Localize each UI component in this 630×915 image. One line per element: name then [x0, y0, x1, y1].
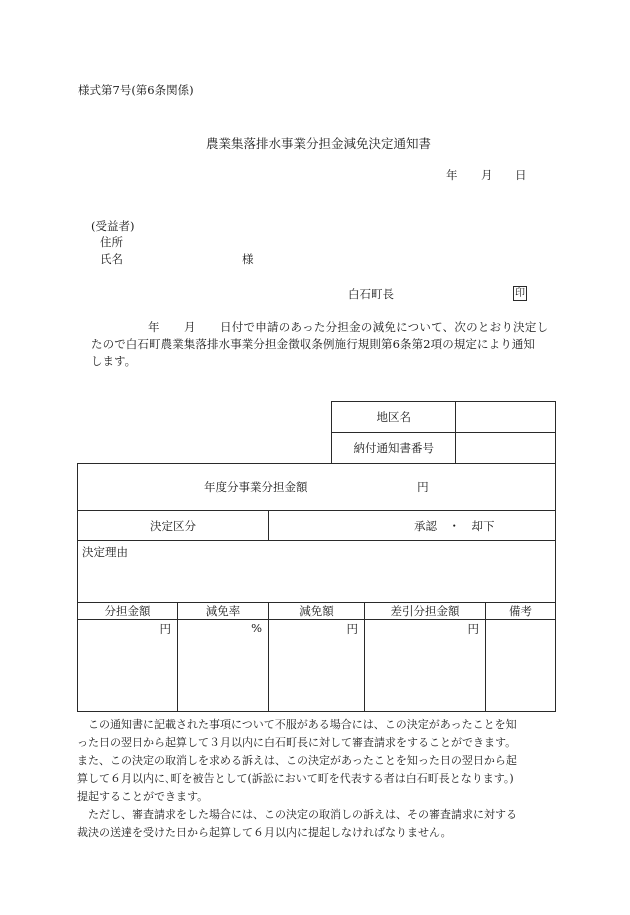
appeal-line-6: ただし、審査請求をした場合には、この決定の取消しの訴えは、その審査請求に対する	[88, 808, 517, 821]
beneficiary-label: (受益者)	[91, 219, 135, 233]
district-table	[331, 401, 556, 464]
notice-year-label: 年	[148, 320, 160, 334]
appeal-line-7: 裁決の送達を受けた日から起算して６月以内に提起しなければなりません。	[77, 826, 452, 839]
date-day-label: 日	[515, 168, 527, 182]
issuer-name: 白石町長	[348, 287, 394, 301]
reduction-rate-cell	[178, 620, 269, 712]
notice-number-label: 納付通知書番号	[332, 433, 456, 464]
decision-reason-label: 決定理由	[82, 545, 128, 559]
decision-reason-cell	[78, 541, 556, 603]
net-amount-unit: 円	[467, 622, 479, 636]
share-amount-unit: 円	[159, 622, 171, 636]
decision-options-cell	[269, 511, 556, 541]
share-amount-cell	[78, 620, 178, 712]
form-number-label: 様式第7号(第6条関係)	[78, 83, 194, 97]
decision-table	[77, 463, 556, 712]
decision-type-label	[78, 511, 269, 541]
seal-mark	[513, 285, 527, 301]
appeal-line-5: 提起することができます。	[77, 790, 209, 803]
notice-line-1: 日付で申請のあった分担金の減免について、次のとおり決定し	[220, 320, 549, 334]
col-header-net-amount: 差引分担金額	[365, 603, 486, 620]
decision-options: 承認 ・ 却下	[414, 518, 495, 533]
appeal-line-4: 算して６月以内に､町を被告として(訴訟において町を代表する者は白石町長となります。)	[77, 772, 514, 785]
net-amount-cell	[365, 620, 486, 712]
col-header-share-amount: 分担金額	[78, 603, 178, 620]
district-value	[456, 402, 556, 433]
fiscal-amount-yen: 円	[417, 480, 429, 494]
honorific-label: 様	[242, 252, 254, 266]
notice-line-3: します。	[91, 354, 137, 368]
col-header-reduction-rate: 減免率	[178, 603, 269, 620]
date-month-label: 月	[481, 168, 493, 182]
seal-label: 印	[515, 288, 525, 299]
reduction-rate-unit: %	[251, 621, 262, 635]
col-header-reduction-amount: 減免額	[269, 603, 365, 620]
notice-month-label: 月	[184, 320, 196, 334]
date-year-label: 年	[446, 168, 458, 182]
notice-line-2: たので白石町農業集落排水事業分担金徴収条例施行規則第6条第2項の規定により通知	[91, 337, 536, 351]
remarks-cell	[486, 620, 556, 712]
appeal-line-1: この通知書に記載された事項について不服がある場合には、この決定があったことを知	[88, 718, 517, 731]
reduction-amount-cell	[269, 620, 365, 712]
notice-number-value	[456, 433, 556, 464]
appeal-line-2: った日の翌日から起算して３月以内に白石町長に対して審査請求をすることができます。	[77, 736, 517, 749]
reduction-amount-unit: 円	[346, 622, 358, 636]
decision-type-text: 決定区分	[150, 518, 196, 533]
name-label: 氏名	[100, 252, 123, 266]
address-label: 住所	[100, 235, 123, 249]
district-label: 地区名	[332, 402, 456, 433]
fiscal-amount-row	[78, 464, 556, 511]
fiscal-amount-label: 年度分事業分担金額	[204, 480, 308, 494]
appeal-line-3: また、この決定の取消しを求める訴えは、この決定があったことを知った日の翌日から起	[77, 754, 517, 767]
document-title: 農業集落排水事業分担金減免決定通知書	[206, 136, 432, 151]
col-header-remarks: 備考	[486, 603, 556, 620]
